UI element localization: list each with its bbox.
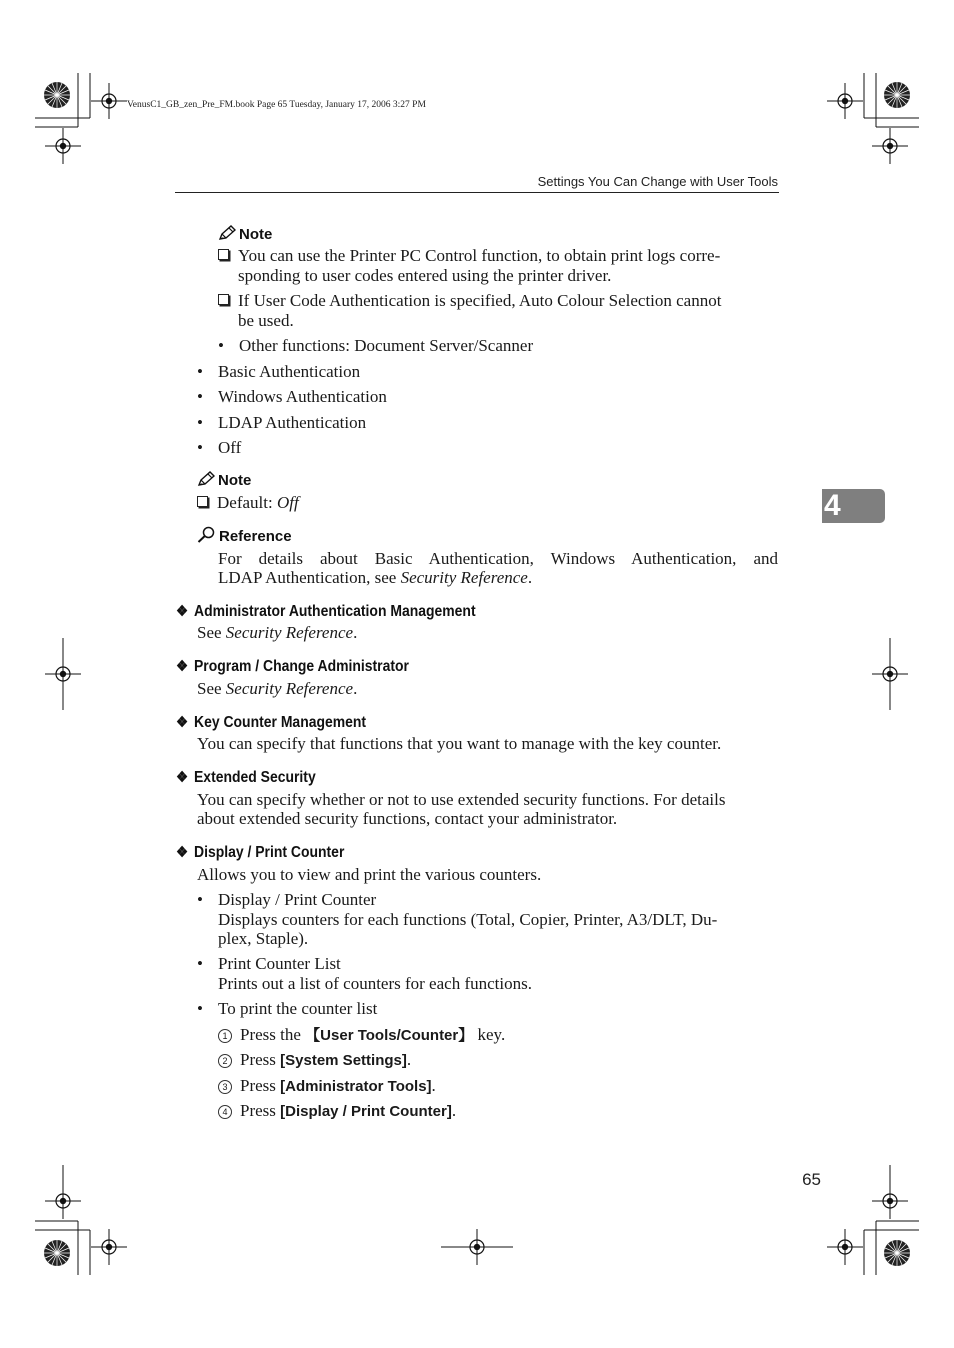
list-item-detail: Prints out a list of counters for each functions.: [218, 974, 532, 993]
section-body: See Security Reference.: [197, 679, 358, 698]
reference-heading: Reference: [197, 526, 292, 545]
section-heading: ❖ Extended Security: [176, 769, 316, 786]
note-item: Default: Off: [197, 493, 299, 513]
list-item: • Basic Authentication: [197, 362, 361, 381]
note-heading: Note: [218, 225, 272, 243]
note-item-continuation: sponding to user codes entered using the printer driver.: [238, 266, 612, 285]
section-heading: ❖ Program / Change Administrator: [176, 658, 409, 675]
pencil-icon: [218, 225, 236, 241]
magnifier-icon: [197, 526, 216, 543]
list-item-detail: Displays counters for each functions (Total, Copier, Printer, A3/DLT, Du-: [218, 910, 718, 929]
reference-text: LDAP Authentication, see Security Reference.: [218, 568, 533, 587]
section-body: about extended security functions, contact your administrator.: [197, 809, 618, 828]
list-item: • Off: [197, 438, 242, 457]
step-number: 4: [218, 1105, 232, 1119]
chapter-tab: [822, 489, 885, 523]
section-heading: ❖ Key Counter Management: [176, 714, 367, 731]
running-head: Settings You Can Change with User Tools: [537, 174, 778, 189]
list-item-detail: plex, Staple).: [218, 929, 309, 948]
key-label: [System Settings]: [280, 1052, 407, 1069]
step-number: 2: [218, 1054, 232, 1068]
step-number: 3: [218, 1080, 232, 1094]
page-number: 65: [802, 1170, 821, 1189]
key-label: [Display / Print Counter]: [280, 1103, 452, 1120]
section-heading: ❖ Administrator Authentication Management: [176, 603, 476, 620]
key-label: 【User Tools/Counter】: [305, 1027, 474, 1044]
checkbox-icon: [197, 496, 208, 507]
section-body: You can specify that functions that you want to manage with the key counter.: [197, 734, 722, 753]
reference-link: Security Reference: [400, 568, 528, 587]
checkbox-icon: [218, 294, 229, 305]
step-item: 3 Press [Administrator Tools].: [218, 1076, 436, 1097]
step-number: 1: [218, 1029, 232, 1043]
checkbox-icon: [218, 249, 229, 260]
note-item: If User Code Authentication is specified, Auto Colour Selection cannot: [218, 291, 721, 311]
list-item: • Print Counter List: [197, 954, 341, 973]
section-body: See Security Reference.: [197, 623, 358, 642]
list-item: • To print the counter list: [197, 999, 378, 1018]
list-item: • LDAP Authentication: [197, 413, 367, 432]
step-item: 2 Press [System Settings].: [218, 1050, 411, 1071]
list-item: • Other functions: Document Server/Scanner: [218, 336, 534, 355]
section-body: You can specify whether or not to use extended security functions. For details: [197, 790, 726, 809]
key-label: [Administrator Tools]: [280, 1078, 432, 1095]
list-item: • Display / Print Counter: [197, 890, 377, 909]
step-item: 1 Press the 【User Tools/Counter】 key.: [218, 1025, 505, 1046]
pencil-icon: [197, 471, 215, 487]
list-item: • Windows Authentication: [197, 387, 387, 406]
file-info: VenusC1_GB_zen_Pre_FM.book Page 65 Tuesday, January 17, 2006 3:27 PM: [127, 100, 426, 110]
reference-text: For details about Basic Authentication, Windows Authentication, and: [218, 549, 778, 568]
step-item: 4 Press [Display / Print Counter].: [218, 1101, 456, 1122]
note-heading: Note: [197, 471, 251, 489]
chapter-tab-number: 4: [824, 489, 841, 522]
section-body: Allows you to view and print the various counters.: [197, 865, 542, 884]
note-item: You can use the Printer PC Control function, to obtain print logs corre-: [218, 246, 720, 266]
section-heading: ❖ Display / Print Counter: [176, 844, 345, 861]
note-item-continuation: be used.: [238, 311, 294, 330]
header-rule: [175, 192, 779, 193]
